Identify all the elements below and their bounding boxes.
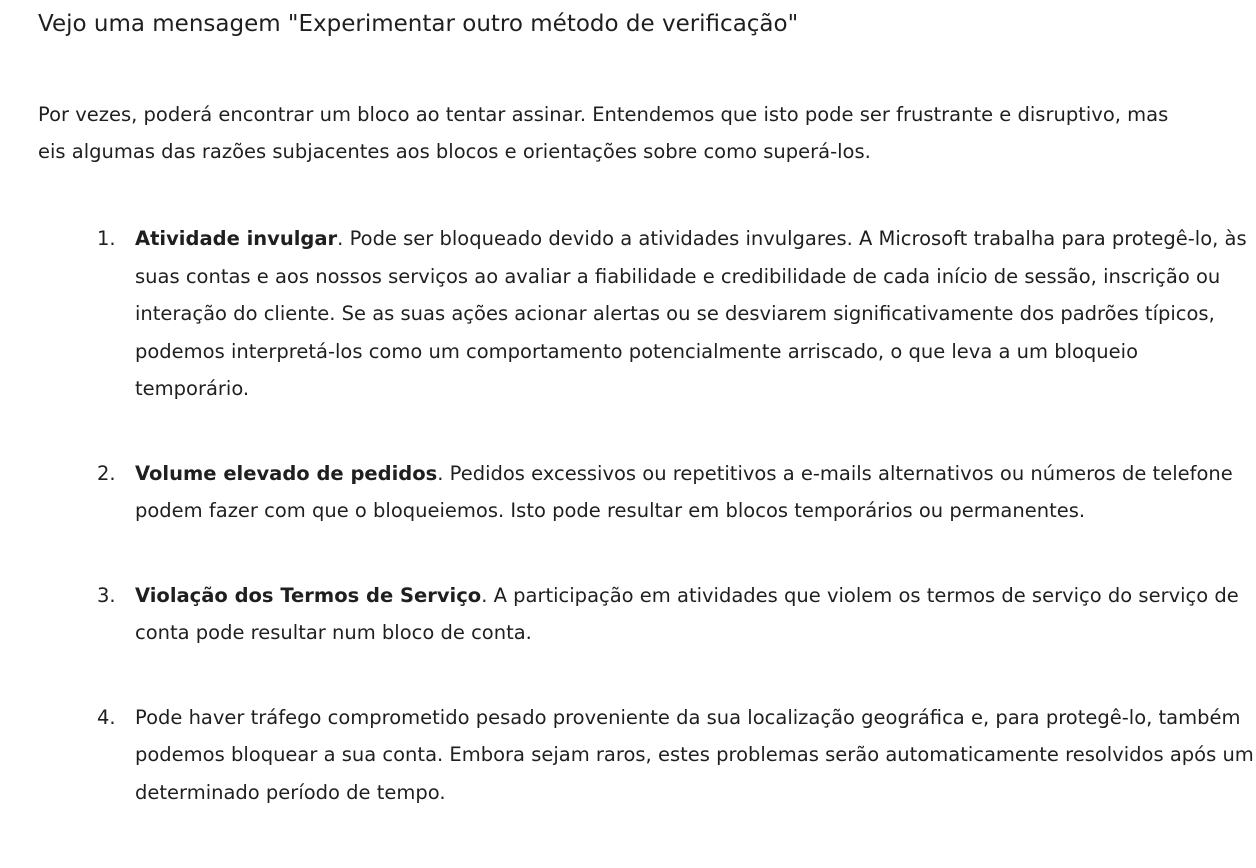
list-item [38,577,1255,652]
list-item [38,220,1255,408]
list-item-text: . Pedidos excessivos ou repetitivos a e-mails alternativos ou números de telefone podem fazer com que o bloqueiemos. Isto pode resultar em blocos temporários ou permanentes. [135,461,1233,522]
list-item-text: Pode haver tráfego comprometido pesado proveniente da sua localização geográfica e, para protegê-lo, também podemos bloquear a sua conta. Embora sejam raros, estes problemas serão automaticamente resolvidos após um determinado período de tempo. [135,705,1254,804]
section-heading: Vejo uma mensagem "Experimentar outro método de verificação" [38,11,799,37]
list-item-number: 2. [97,461,116,485]
list-item-number: 1. [97,227,116,250]
list-item-number: 4. [97,705,116,729]
list-item-text: . Pode ser bloqueado devido a atividades invulgares. A Microsoft trabalha para protegê-lo, às suas contas e aos nossos serviços ao avaliar a fiabilidade e credibilidade de cada início de sessão, inscrição ou interação do cliente. Se as suas ações acionar alertas ou se desviarem significativamente dos padrões típicos, podemos interpretá-los como um comportamento potencialmente arriscado, o que leva a um bloqueio temporário. [135,227,1247,400]
list-item-title: Violação dos Termos de Serviço [135,583,482,607]
list-item [38,699,1255,812]
list-item-title: Atividade invulgar [135,227,338,250]
intro-paragraph: Por vezes, poderá encontrar um bloco ao tentar assinar. Entendemos que isto pode ser frustrante e disruptivo, mas eis algumas das razões subjacentes aos blocos e orientações sobre como superá-los. [38,103,1169,163]
list-item-number: 3. [97,583,116,607]
list-item-title: Volume elevado de pedidos [135,461,438,485]
list-item [38,455,1255,530]
reasons-list [38,220,1256,811]
list-item-text: . A participação em atividades que violem os termos de serviço do serviço de conta pode resultar num bloco de conta. [135,583,1239,644]
